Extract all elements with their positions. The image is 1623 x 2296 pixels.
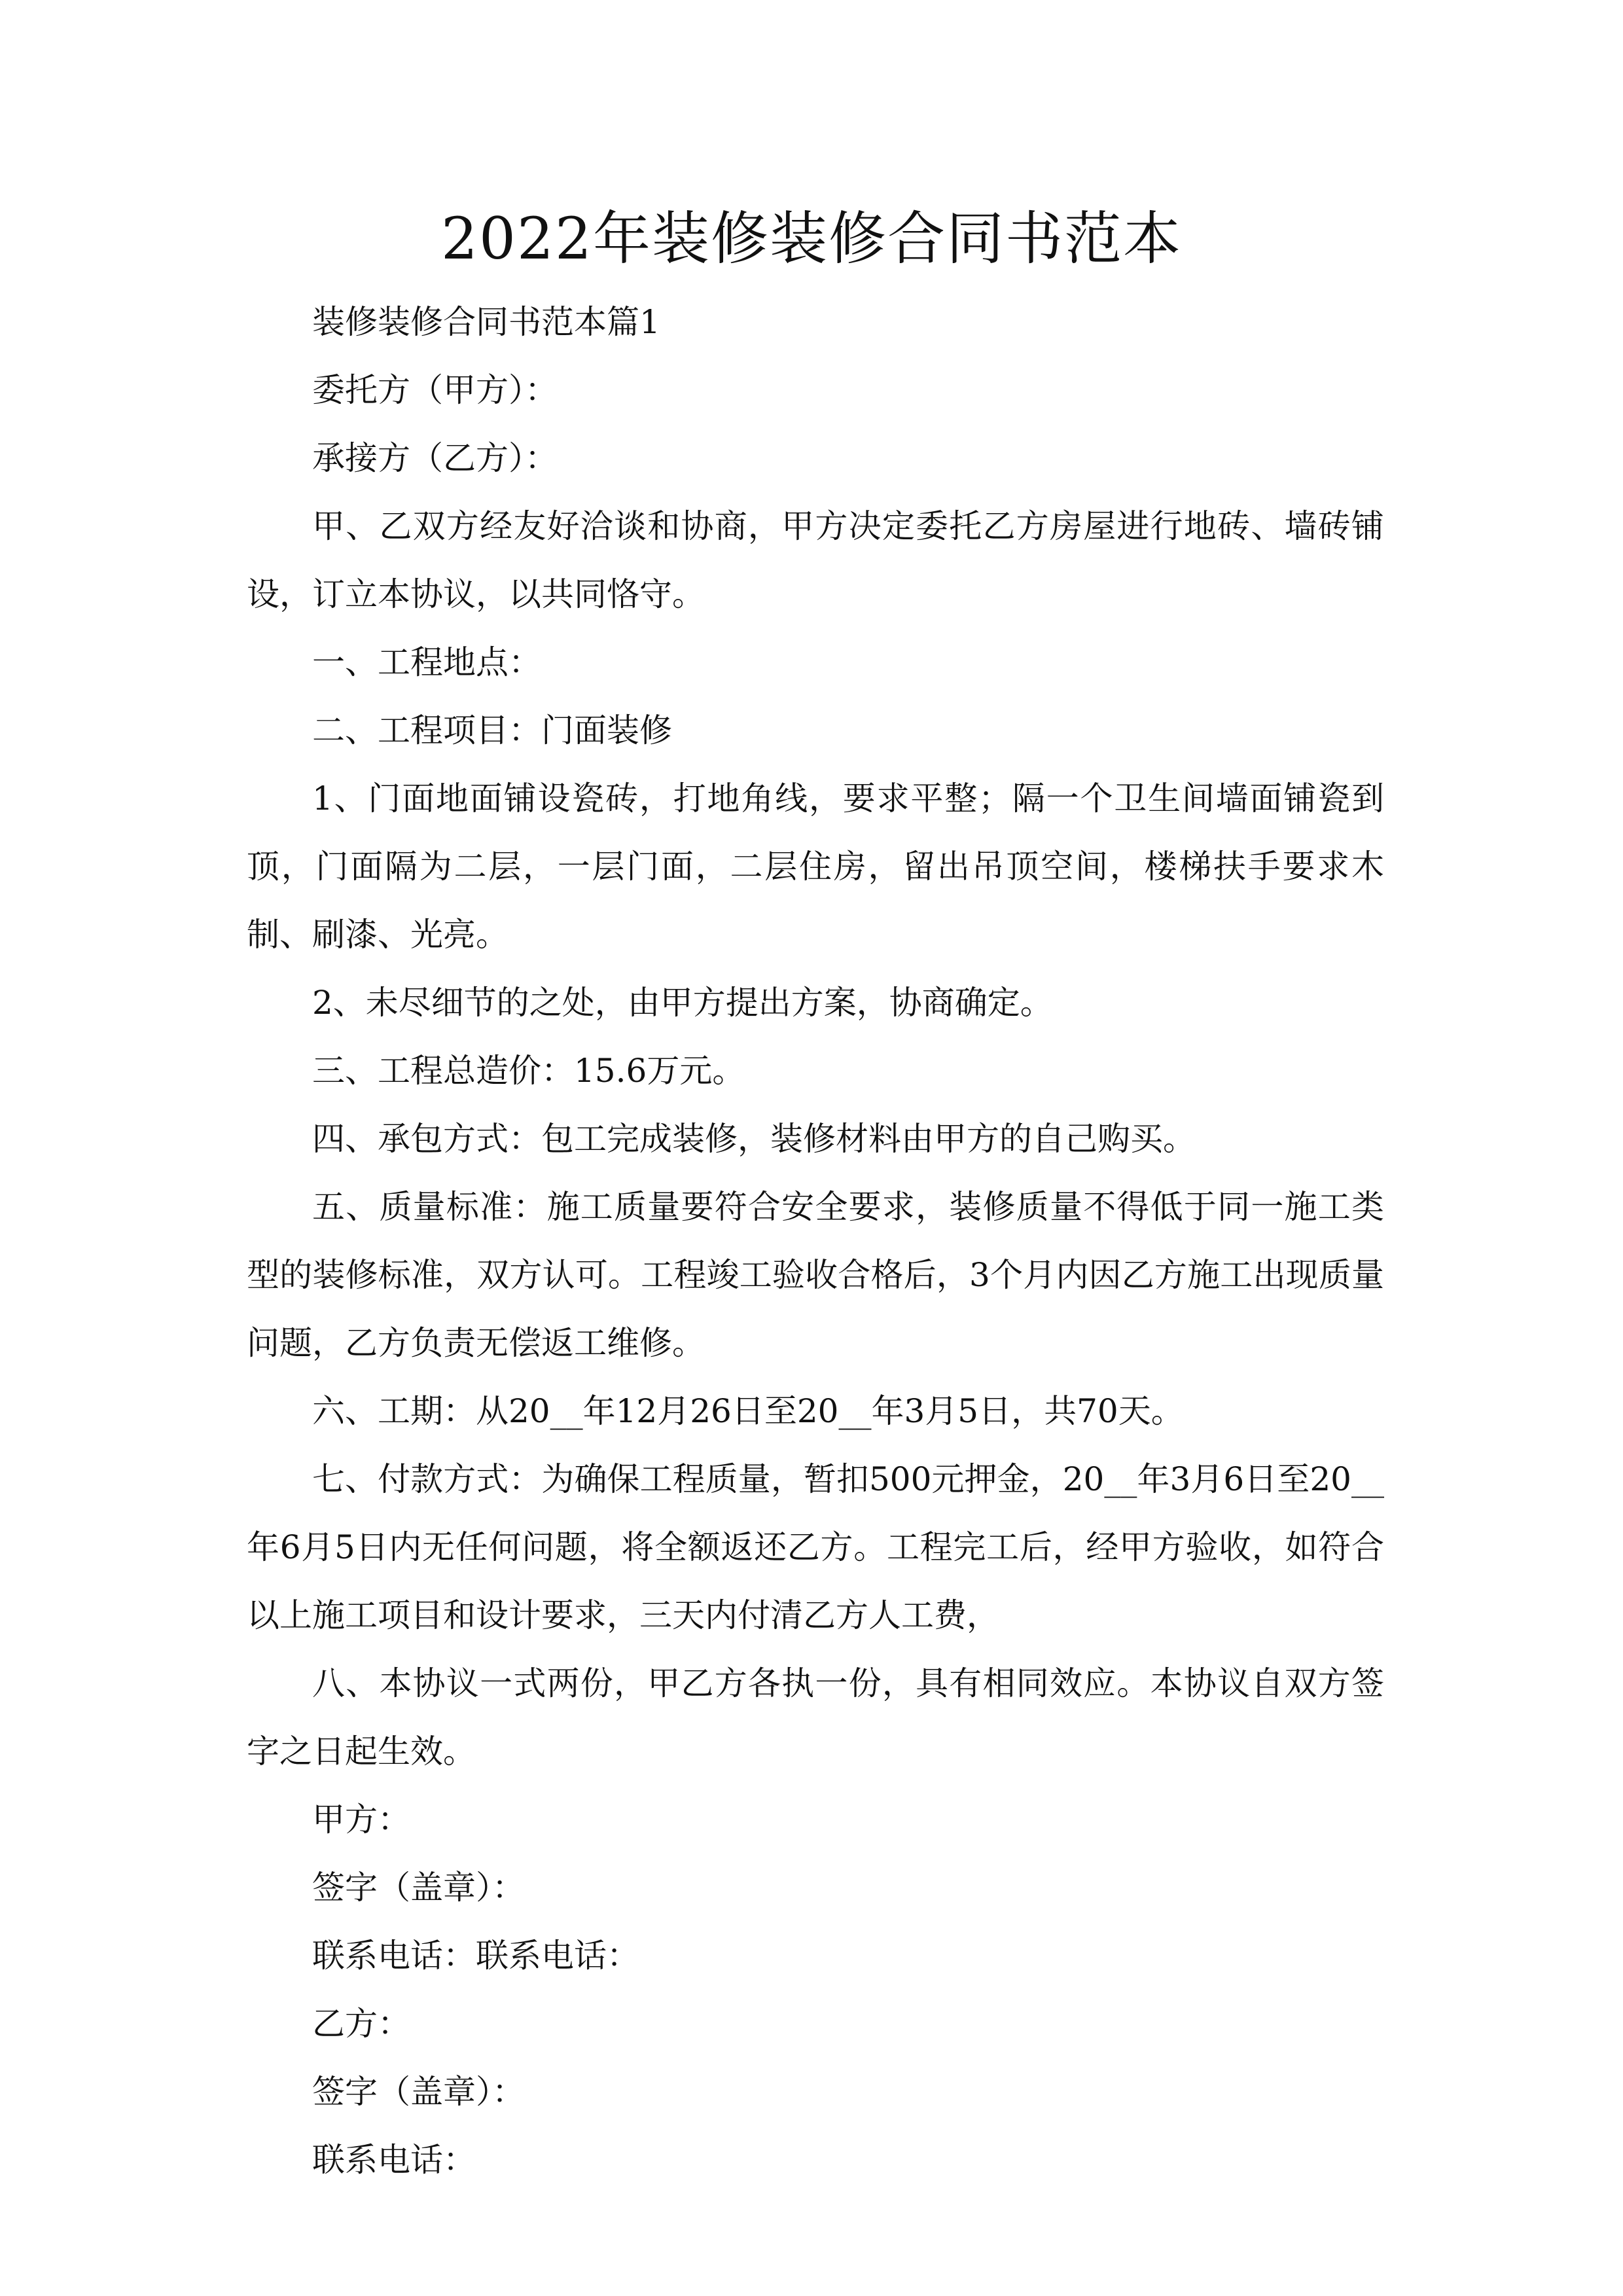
agreement-intro: 甲、乙双方经友好洽谈和协商，甲方决定委托乙方房屋进行地砖、墙砖铺设，订立本协议，以共同恪守。 <box>247 507 1384 613</box>
clause-project-item-2: 2、未尽细节的之处，由甲方提出方案，协商确定。 <box>312 984 1053 1022</box>
signature-party-a-seal: 签字（盖章）： <box>312 1869 525 1907</box>
clause-payment: 七、付款方式：为确保工程质量，暂扣500元押金，20__年3月6日至20__年6月5日内无任何问题，将全额返还乙方。工程完工后，经甲方验收，如符合以上施工项目和设计要求，三天内付清乙方人工费， <box>247 1460 1384 1634</box>
signature-party-b: 乙方： <box>312 2005 410 2043</box>
signature-party-a-phone: 联系电话：联系电话： <box>312 1937 639 1975</box>
party-b-label: 承接方（乙方）： <box>312 439 558 477</box>
clause-schedule: 六、工期：从20__年12月26日至20__年3月5日，共70天。 <box>312 1392 1184 1430</box>
signature-party-b-phone: 联系电话： <box>312 2141 476 2179</box>
signature-party-b-seal: 签字（盖章）： <box>312 2073 525 2111</box>
page-title: 2022年装修装修合同书范本 <box>441 205 1182 272</box>
clause-project: 二、工程项目：门面装修 <box>312 711 672 749</box>
clause-location: 一、工程地点： <box>312 643 541 681</box>
subtitle: 装修装修合同书范本篇1 <box>312 303 660 341</box>
signature-party-a: 甲方： <box>312 1801 410 1839</box>
clause-contract-method: 四、承包方式：包工完成装修，装修材料由甲方的自己购买。 <box>312 1120 1196 1158</box>
clause-project-item-1: 1、门面地面铺设瓷砖，打地角线，要求平整；隔一个卫生间墙面铺瓷到顶，门面隔为二层，一层门面，二层住房，留出吊顶空间，楼梯扶手要求木制、刷漆、光亮。 <box>247 780 1384 954</box>
document-body <box>247 288 1384 2194</box>
clause-effectiveness: 八、本协议一式两份，甲乙方各执一份，具有相同效应。本协议自双方签字之日起生效。 <box>247 1664 1384 1770</box>
clause-quality-standard: 五、质量标准：施工质量要符合安全要求，装修质量不得低于同一施工类型的装修标准，双方认可。工程竣工验收合格后，3个月内因乙方施工出现质量问题，乙方负责无偿返工维修。 <box>247 1188 1384 1362</box>
party-a-label: 委托方（甲方）： <box>312 371 558 409</box>
clause-total-cost: 三、工程总造价：15.6万元。 <box>312 1052 745 1090</box>
